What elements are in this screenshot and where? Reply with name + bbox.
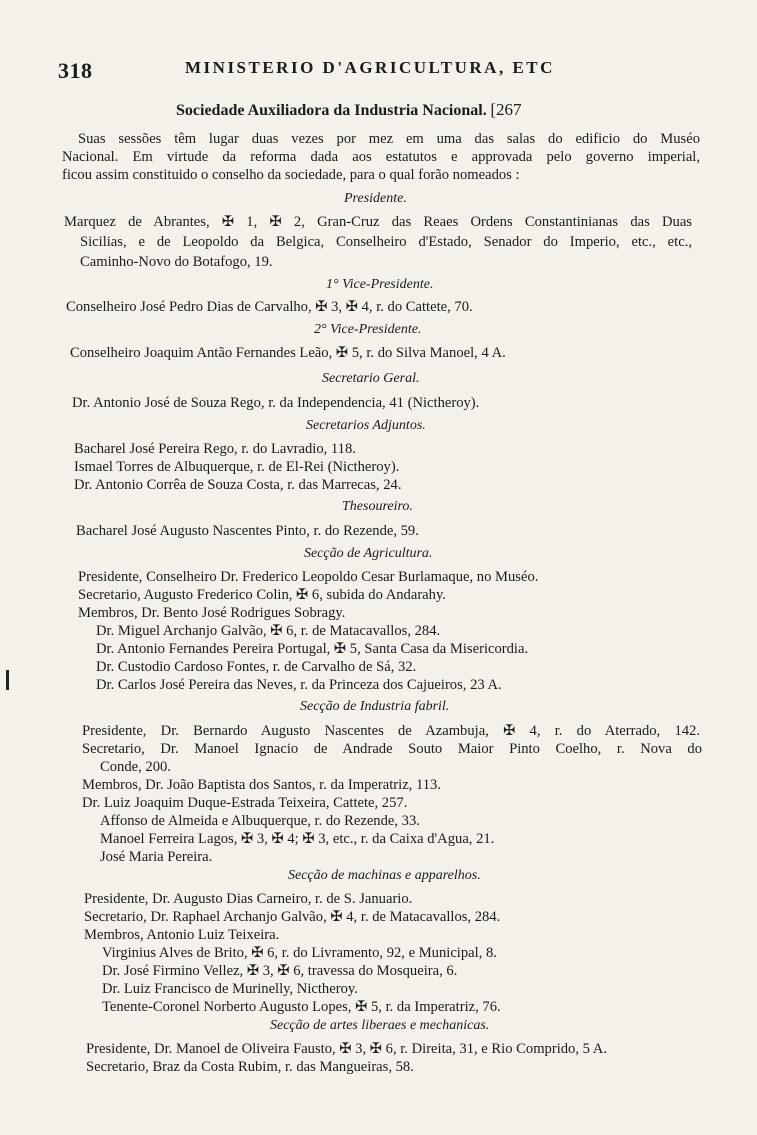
section-heading: 1° Vice-Presidente. — [326, 277, 434, 292]
section-heading: 2° Vice-Presidente. — [314, 322, 422, 337]
page-number: 318 — [58, 58, 93, 83]
intro-line: Suas sessões têm lugar duas vezes por mez em uma das salas do edificio do Muséo — [78, 131, 700, 147]
entry-line: Dr. Carlos José Pereira das Neves, r. da Princeza dos Cajueiros, 23 A. — [96, 677, 502, 693]
entry-line: Tenente-Coronel Norberto Augusto Lopes, ✠ 5, r. da Imperatriz, 76. — [102, 999, 501, 1015]
section-heading: Thesoureiro. — [342, 499, 413, 514]
organization-ref: [267 — [490, 100, 522, 119]
entry-line: Presidente, Dr. Augusto Dias Carneiro, r. de S. Januario. — [84, 891, 413, 907]
entry-line: Secretario, Dr. Manoel Ignacio de Andrade Souto Maior Pinto Coelho, r. Nova do — [82, 741, 702, 757]
entry-line: Dr. Luiz Joaquim Duque-Estrada Teixeira, Cattete, 257. — [82, 795, 408, 811]
entry-line: Manoel Ferreira Lagos, ✠ 3, ✠ 4; ✠ 3, etc., r. da Caixa d'Agua, 21. — [100, 831, 495, 847]
intro-line: ficou assim constituido o conselho da sociedade, para o qual forão nomeados : — [62, 167, 520, 183]
entry-line: Affonso de Almeida e Albuquerque, r. do Rezende, 33. — [100, 813, 420, 829]
organization-title-row — [176, 101, 522, 120]
entry-line: Membros, Dr. Bento José Rodrigues Sobragy. — [78, 605, 346, 621]
entry-line: Bacharel José Augusto Nascentes Pinto, r. do Rezende, 59. — [76, 523, 419, 539]
section-heading: Secção de Agricultura. — [304, 546, 433, 561]
entry-line: Conselheiro José Pedro Dias de Carvalho, ✠ 3, ✠ 4, r. do Cattete, 70. — [66, 299, 473, 315]
section-heading: Secção de machinas e apparelhos. — [288, 868, 481, 883]
entry-line: Dr. Luiz Francisco de Murinelly, Nictheroy. — [102, 981, 358, 997]
entry-line: Caminho-Novo do Botafogo, 19. — [80, 254, 273, 270]
section-heading: Secção de Industria fabril. — [300, 699, 450, 714]
entry-line: José Maria Pereira. — [100, 849, 213, 865]
entry-line: Dr. Miguel Archanjo Galvão, ✠ 6, r. de Matacavallos, 284. — [96, 623, 441, 639]
entry-line: Membros, Antonio Luiz Teixeira. — [84, 927, 280, 943]
entry-line: Membros, Dr. João Baptista dos Santos, r. da Imperatriz, 113. — [82, 777, 441, 793]
entry-line: Presidente, Dr. Bernardo Augusto Nascentes de Azambuja, ✠ 4, r. do Aterrado, 142. — [82, 723, 700, 739]
entry-line: Ismael Torres de Albuquerque, r. de El-Rei (Nictheroy). — [74, 459, 400, 475]
entry-line: Secretario, Augusto Frederico Colin, ✠ 6, subida do Andarahy. — [78, 587, 446, 603]
entry-line: Dr. Antonio Corrêa de Souza Costa, r. das Marrecas, 24. — [74, 477, 402, 493]
entry-line: Marquez de Abrantes, ✠ 1, ✠ 2, Gran-Cruz das Reaes Ordens Constantinianas das Duas — [64, 214, 692, 230]
organization-title: Sociedade Auxiliadora da Industria Nacional. — [176, 102, 487, 119]
entry-line: Dr. José Firmino Vellez, ✠ 3, ✠ 6, travessa do Mosqueira, 6. — [102, 963, 458, 979]
entry-line: Dr. Antonio Fernandes Pereira Portugal, ✠ 5, Santa Casa da Misericordia. — [96, 641, 529, 657]
margin-mark — [6, 670, 9, 690]
section-heading: Secção de artes liberaes e mechanicas. — [270, 1018, 490, 1033]
entry-line: Presidente, Conselheiro Dr. Frederico Leopoldo Cesar Burlamaque, no Muséo. — [78, 569, 539, 585]
entry-line: Dr. Custodio Cardoso Fontes, r. de Carvalho de Sá, 32. — [96, 659, 417, 675]
entry-line: Sicilias, e de Leopoldo da Belgica, Conselheiro d'Estado, Senador do Imperio, etc., etc., — [80, 234, 692, 250]
entry-line: Secretario, Braz da Costa Rubim, r. das Mangueiras, 58. — [86, 1059, 414, 1075]
entry-line: Presidente, Dr. Manoel de Oliveira Fausto, ✠ 3, ✠ 6, r. Direita, 31, e Rio Comprido, 5 A. — [86, 1041, 607, 1057]
entry-line: Virginius Alves de Brito, ✠ 6, r. do Livramento, 92, e Municipal, 8. — [102, 945, 497, 961]
entry-line: Bacharel José Pereira Rego, r. do Lavradio, 118. — [74, 441, 356, 457]
entry-line: Conde, 200. — [100, 759, 171, 775]
running-title: MINISTERIO D'AGRICULTURA, ETC — [185, 58, 555, 77]
section-heading: Secretario Geral. — [322, 371, 420, 386]
entry-line: Conselheiro Joaquim Antão Fernandes Leão, ✠ 5, r. do Silva Manoel, 4 A. — [70, 345, 506, 361]
section-heading: Secretarios Adjuntos. — [306, 418, 426, 433]
entry-line: Dr. Antonio José de Souza Rego, r. da Independencia, 41 (Nictheroy). — [72, 395, 480, 411]
entry-line: Secretario, Dr. Raphael Archanjo Galvão, ✠ 4, r. de Matacavallos, 284. — [84, 909, 501, 925]
section-heading: Presidente. — [344, 191, 407, 206]
intro-line: Nacional. Em virtude da reforma dada aos estatutos e approvada pelo governo imperial, — [62, 149, 700, 165]
